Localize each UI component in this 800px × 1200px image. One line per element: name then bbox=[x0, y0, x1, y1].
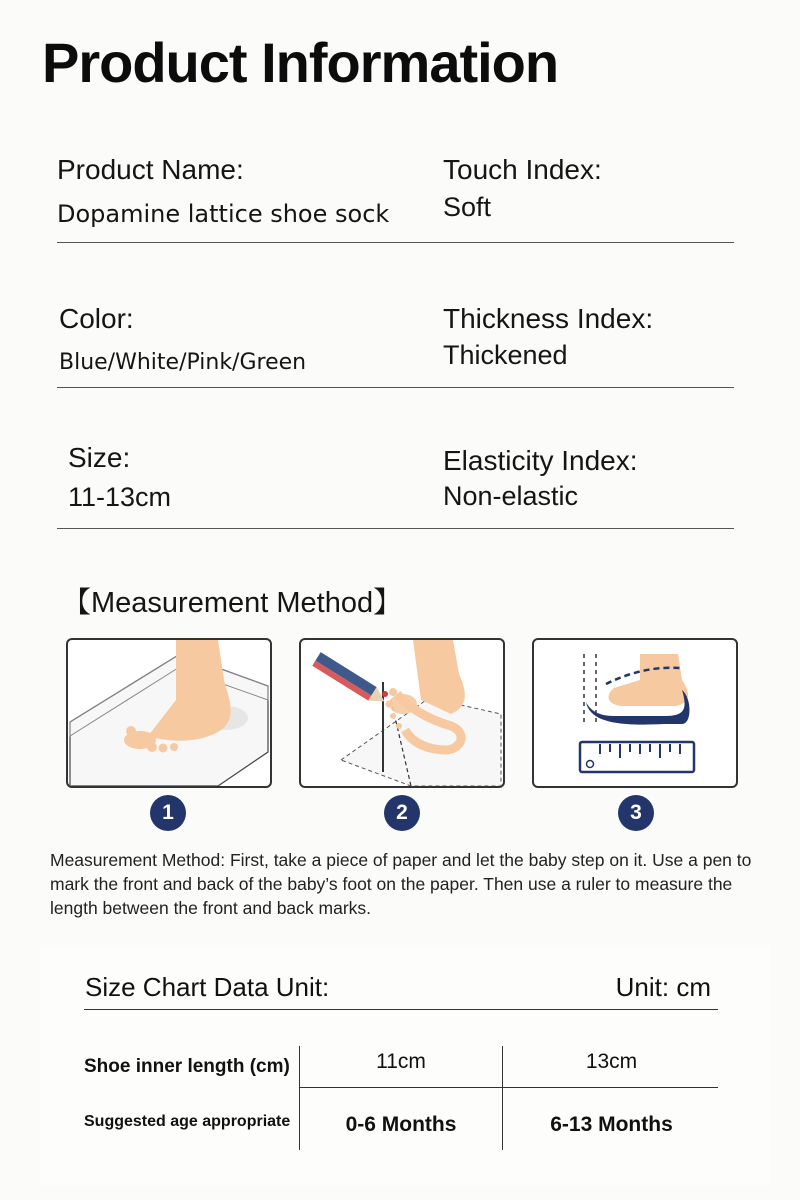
step-1-badge: 1 bbox=[150, 795, 186, 831]
thickness-index-label: Thickness Index: bbox=[443, 303, 654, 334]
step-2-illustration bbox=[299, 638, 505, 788]
size-value: 11-13cm bbox=[68, 482, 172, 512]
elasticity-index-label: Elasticity Index: bbox=[443, 445, 638, 476]
step-3-illustration bbox=[532, 638, 738, 788]
cell-age-0-6: 0-6 Months bbox=[345, 1113, 457, 1136]
cell-age-6-13: 6-13 Months bbox=[550, 1113, 673, 1136]
measurement-description: Measurement Method: First, take a piece of paper and let the baby step on it. Use a pen to mark the front and back of the baby’s foot on the paper. Then use a ruler to measure the length between the front and back marks. bbox=[50, 850, 752, 918]
size-chart-title: Size Chart Data Unit: bbox=[85, 972, 330, 1002]
size-label: Size: bbox=[68, 442, 131, 473]
ruler-measure-icon bbox=[534, 640, 736, 786]
table-divider bbox=[299, 1046, 300, 1150]
size-chart-unit: Unit: cm bbox=[615, 972, 711, 1002]
divider bbox=[57, 387, 734, 388]
touch-index-label: Touch Index: bbox=[443, 154, 602, 185]
measurement-heading: 【Measurement Method】 bbox=[62, 587, 403, 619]
step-1-illustration bbox=[66, 638, 272, 788]
divider bbox=[57, 528, 734, 529]
cell-inner-length-13: 13cm bbox=[585, 1050, 638, 1073]
color-value: Blue/White/Pink/Green bbox=[59, 350, 307, 375]
row-label-age: Suggested age appropriate bbox=[84, 1113, 291, 1130]
row-label-inner-length: Shoe inner length (cm) bbox=[84, 1056, 290, 1077]
thickness-index-value: Thickened bbox=[443, 340, 568, 370]
foot-on-paper-icon bbox=[68, 640, 270, 786]
product-name-label: Product Name: bbox=[57, 154, 244, 185]
table-row-rule bbox=[299, 1087, 718, 1088]
step-2-badge: 2 bbox=[384, 795, 420, 831]
step-3-badge: 3 bbox=[618, 795, 654, 831]
pen-marking-foot-icon bbox=[301, 640, 503, 786]
elasticity-index-value: Non-elastic bbox=[443, 481, 579, 511]
table-divider bbox=[502, 1046, 503, 1150]
page-title: Product Information bbox=[42, 31, 559, 94]
color-label: Color: bbox=[59, 303, 134, 334]
product-name-value: Dopamine lattice shoe sock bbox=[57, 200, 390, 228]
divider bbox=[57, 242, 734, 243]
size-chart-header-rule bbox=[84, 1009, 718, 1010]
cell-inner-length-11: 11cm bbox=[376, 1050, 426, 1073]
touch-index-value: Soft bbox=[443, 192, 492, 222]
